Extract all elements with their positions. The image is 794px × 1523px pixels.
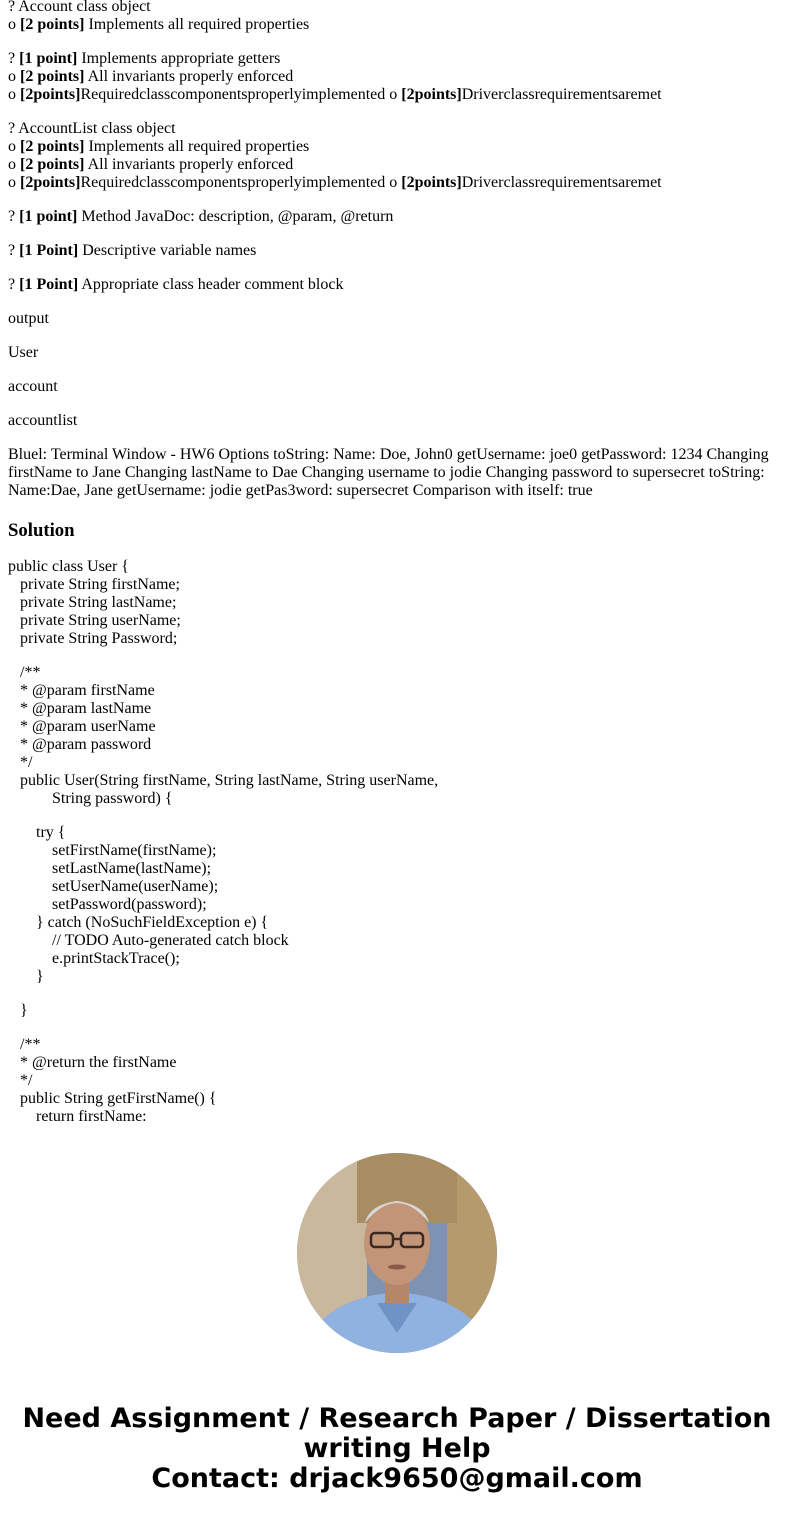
bullet: o — [8, 156, 20, 173]
rubric-text: All invariants properly enforced — [84, 68, 294, 85]
rubric-text: Method JavaDoc: description, @param, @return — [77, 208, 394, 225]
document-body — [8, 0, 784, 1126]
code-line: */ — [8, 1072, 33, 1089]
code-line: try { — [8, 824, 66, 841]
rubric-text: Implements all required properties — [84, 138, 310, 155]
solution-heading: Solution — [8, 520, 75, 541]
points-label: [2points] — [401, 86, 462, 103]
bullet: ? — [8, 242, 20, 259]
rubric-item — [8, 156, 784, 174]
rubric-item — [8, 242, 784, 260]
code-line: e.printStackTrace(); — [8, 950, 180, 967]
rubric-text: Requiredclasscomponentsproperlyimplemented o — [80, 86, 402, 103]
points-label: [2 points] — [20, 16, 85, 33]
bullet: o — [8, 68, 20, 85]
code-block — [8, 558, 784, 1126]
label-output: output — [8, 310, 49, 327]
label-account: account — [8, 378, 58, 395]
rubric-text: Implements appropriate getters — [77, 50, 281, 67]
code-line: * @return the firstName — [8, 1054, 177, 1071]
code-line: */ — [8, 754, 33, 771]
code-line: setUserName(userName); — [8, 878, 219, 895]
promo-line-1: Need Assignment / Research Paper / Dissertation — [22, 1403, 772, 1434]
rubric-text: Driverclassrequirementsaremet — [461, 174, 662, 191]
points-label: [2 points] — [20, 156, 85, 173]
code-line: * @param firstName — [8, 682, 155, 699]
terminal-output-text: Bluel: Terminal Window - HW6 Options toString: Name: Doe, John0 getUsername: joe0 getPassword: 1234 Changing firstName to Jane Changing lastName to Dae Changing username to jodie Changing password to supersecret toString: Name:Dae, Jane getUsername: jodie getPas3word: supersecret Comparison with itself: true — [8, 446, 769, 499]
code-line: // TODO Auto-generated catch block — [8, 932, 289, 949]
code-line: } catch (NoSuchFieldException e) { — [8, 914, 269, 931]
rubric-item — [8, 16, 784, 34]
points-label: [1 Point] — [19, 276, 79, 293]
code-line: public String getFirstName() { — [8, 1090, 217, 1107]
points-label: [2 points] — [20, 138, 85, 155]
label-user: User — [8, 344, 39, 361]
code-line: * @param lastName — [8, 700, 152, 717]
bullet: o — [8, 138, 20, 155]
promo-banner — [0, 1404, 794, 1494]
points-label: [1 point] — [19, 50, 78, 67]
code-line: * @param password — [8, 736, 152, 753]
rubric-item — [8, 174, 784, 192]
code-line: } — [8, 968, 44, 985]
promo-contact: Contact: drjack9650@gmail.com — [151, 1463, 643, 1494]
rubric-item — [8, 276, 784, 294]
bullet: o — [8, 86, 20, 103]
code-line: String password) { — [8, 790, 173, 807]
code-line: public User(String firstName, String lastName, String userName, — [8, 772, 439, 789]
rubric-text: Driverclassrequirementsaremet — [461, 86, 662, 103]
rubric-item — [8, 208, 784, 226]
code-line: private String firstName; — [8, 576, 180, 593]
label-accountlist: accountlist — [8, 412, 78, 429]
author-photo — [297, 1153, 497, 1353]
code-line — [8, 648, 784, 664]
rubric-item — [8, 86, 784, 104]
bullet: o — [8, 174, 20, 191]
points-label: [2points] — [401, 174, 462, 191]
code-line: private String lastName; — [8, 594, 177, 611]
code-line: private String userName; — [8, 612, 181, 629]
promo-line-2: writing Help — [303, 1433, 491, 1464]
bullet: ? — [8, 208, 20, 225]
code-line: /** — [8, 1036, 41, 1053]
code-line: setFirstName(firstName); — [8, 842, 217, 859]
code-line: setLastName(lastName); — [8, 860, 212, 877]
accountlist-title: ? AccountList class object — [8, 120, 176, 137]
code-line: private String Password; — [8, 630, 178, 647]
code-line: * @param userName — [8, 718, 156, 735]
rubric-text: Descriptive variable names — [78, 242, 257, 259]
code-line: setPassword(password); — [8, 896, 207, 913]
code-line — [8, 986, 784, 1002]
code-line — [8, 1020, 784, 1036]
points-label: [2 points] — [20, 68, 85, 85]
code-line: public class User { — [8, 558, 129, 575]
points-label: [1 Point] — [19, 242, 79, 259]
rubric-text: Appropriate class header comment block — [78, 276, 344, 293]
code-line: return firstName: — [8, 1108, 147, 1125]
rubric-text: Requiredclasscomponentsproperlyimplemented o — [80, 174, 402, 191]
points-label: [2points] — [20, 86, 81, 103]
rubric-item — [8, 138, 784, 156]
rubric-text: Implements all required properties — [84, 16, 310, 33]
rubric-item — [8, 68, 784, 86]
rubric-item — [8, 50, 784, 68]
bullet: ? — [8, 276, 20, 293]
account-title: ? Account class object — [8, 0, 151, 15]
code-line — [8, 808, 784, 824]
code-line: } — [8, 1002, 28, 1019]
points-label: [1 point] — [19, 208, 78, 225]
points-label: [2points] — [20, 174, 81, 191]
code-line: /** — [8, 664, 41, 681]
bullet: o — [8, 16, 20, 33]
bullet: ? — [8, 50, 20, 67]
rubric-text: All invariants properly enforced — [84, 156, 294, 173]
author-avatar — [297, 1153, 497, 1353]
